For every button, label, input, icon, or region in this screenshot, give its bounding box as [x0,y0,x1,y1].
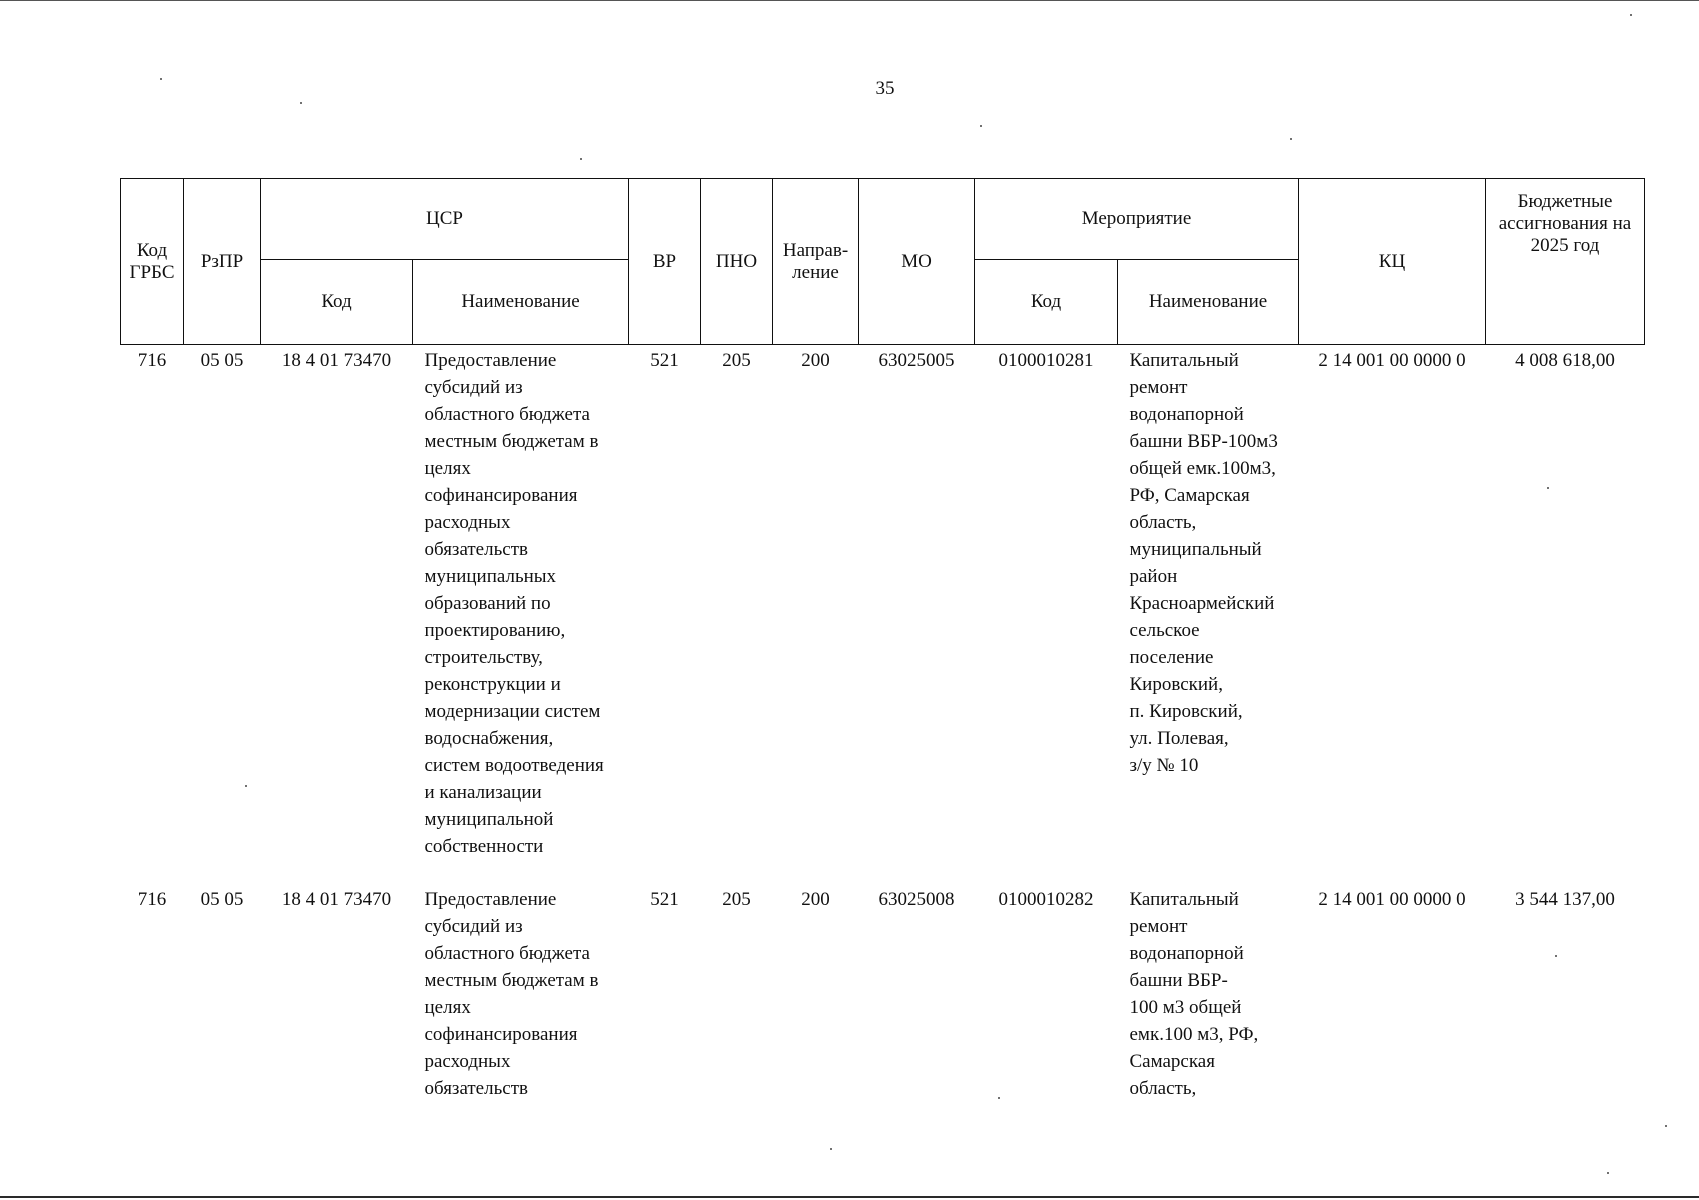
cell-kc: 2 14 001 00 0000 0 [1318,889,1466,910]
table-row [121,345,1645,861]
cell-pno: 205 [722,350,751,371]
cell-csr-kod: 18 4 01 73470 [281,889,392,910]
cell-kod-grbs: 716 [137,350,167,371]
cell-mer-name: Капитальный ремонт водонапорной башни ВБР-100м3 общей емк.100м3, РФ, Самарская область, муниципальный район Красноармейский сельское поселение Кировский, п. Кировский, ул. Полевая, з/у № 10 [1129,350,1278,776]
header-csr: ЦСР [261,179,629,260]
header-meropriyatie: Мероприятие [975,179,1299,260]
header-kc: КЦ [1299,179,1486,345]
cell-csr-name: Предоставление субсидий из областного бюджета местным бюджетам в целях софинансирования расходных обязательств [424,889,599,1099]
scan-speck [1607,1172,1609,1174]
cell-kc: 2 14 001 00 0000 0 [1318,350,1466,371]
cell-vr: 521 [650,889,679,910]
cell-mer-name: Капитальный ремонт водонапорной башни ВБР- 100 м3 общей емк.100 м3, РФ, Самарская область, [1129,889,1259,1099]
page-number: 35 [875,78,895,99]
scan-speck [980,125,982,127]
scan-speck [300,102,302,104]
cell-vr: 521 [650,350,679,371]
cell-mer-kod: 0100010282 [998,889,1094,910]
cell-csr-kod: 18 4 01 73470 [281,350,392,371]
scan-edge-top [0,0,1699,1]
cell-budget: 3 544 137,00 [1515,889,1615,910]
table-header [121,179,1645,345]
cell-rzpr: 05 05 [200,350,244,371]
header-rzpr: РзПР [184,179,261,345]
header-budget-2025: Бюджетные ассигнования на 2025 год [1486,179,1645,345]
header-napravlenie: Направ- ление [773,179,859,345]
header-pno: ПНО [701,179,773,345]
cell-csr-name: Предоставление субсидий из областного бюджета местным бюджетам в целях софинансирования расходных обязательств муниципальных образований по проектированию, строительству, реконструкции и модернизации систем водоснабжения, систем водоотведения и канализации муниципальной собственности [424,350,604,857]
header-csr-kod: Код [261,260,413,345]
scan-speck [1665,1125,1667,1127]
scan-speck [1290,138,1292,140]
cell-pno: 205 [722,889,751,910]
budget-table [120,178,1645,1102]
scan-edge-bottom [0,1196,1699,1198]
header-mer-kod: Код [975,260,1118,345]
header-mo: МО [859,179,975,345]
scan-speck [830,1148,832,1150]
cell-mer-kod: 0100010281 [998,350,1094,371]
cell-mo: 63025005 [878,350,955,371]
header-mer-name: Наименование [1118,260,1299,345]
cell-napravlenie: 200 [801,889,830,910]
scan-speck [1630,14,1632,16]
table-body [121,345,1645,1103]
table-row [121,860,1645,1102]
header-csr-name: Наименование [413,260,629,345]
header-vr: ВР [629,179,701,345]
cell-rzpr: 05 05 [200,889,244,910]
cell-napravlenie: 200 [801,350,830,371]
scan-speck [580,158,582,160]
cell-budget: 4 008 618,00 [1515,350,1615,371]
cell-mo: 63025008 [878,889,955,910]
header-kod-grbs: Код ГРБС [121,179,184,345]
cell-kod-grbs: 716 [137,889,167,910]
